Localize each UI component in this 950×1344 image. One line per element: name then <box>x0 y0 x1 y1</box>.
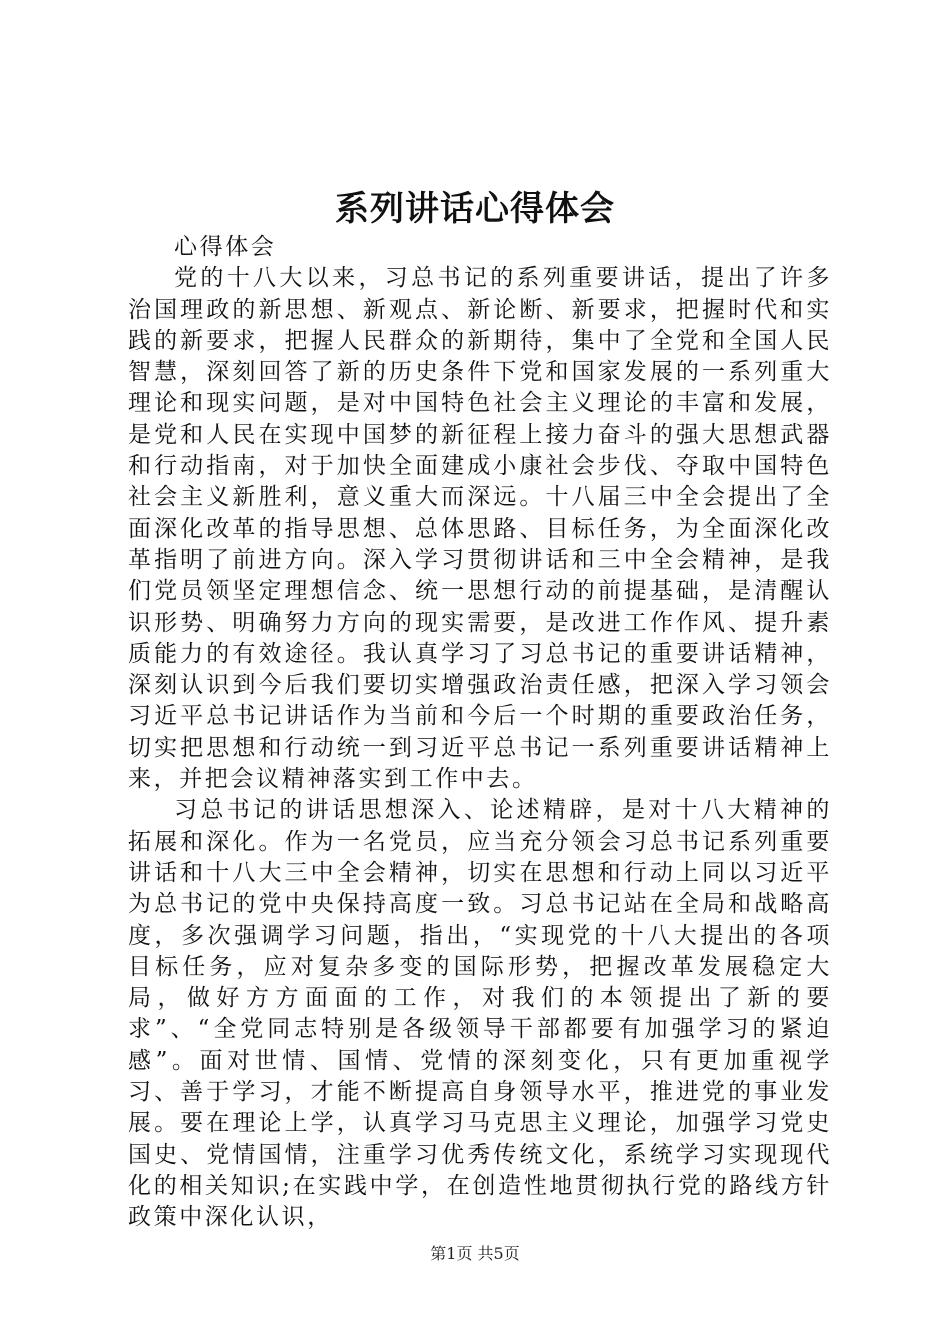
document-title: 系列讲话心得体会 <box>335 189 615 229</box>
paragraph-heading: 心得体会 <box>174 234 277 260</box>
paragraph: 党的十八大以来，习总书记的系列重要讲话，提出了许多治国理政的新思想、新观点、新论断、新要求，把握时代和实践的新要求，把握人民群众的新期待，集中了全党和全国人民智慧，深刻回答了新的历史条件下党和国家发展的一系列重大理论和现实问题，是对中国特色社会主义理论的丰富和发展，是党和人民在实现中国梦的新征程上接力奋斗的强大思想武器和行动指南，对于加快全面建成小康社会步伐、夺取中国特色社会主义新胜利，意义重大而深远。十八届三中全会提出了全面深化改革的指导思想、总体思路、目标任务，为全面深化改革指明了前进方向。深入学习贯彻讲话和三中全会精神，是我们党员领坚定理想信念、统一思想行动的前提基础，是清醒认识形势、明确努力方向的现实需要，是改进工作作风、提升素质能力的有效途径。我认真学习了习总书记的重要讲话精神，深刻认识到今后我们要切实增强政治责任感，把深入学习领会习近平总书记讲话作为当前和今后一个时期的重要政治任务，切实把思想和行动统一到习近平总书记一系列重要讲话精神上来，并把会议精神落实到工作中去。 <box>128 265 832 793</box>
page-number-footer: 第1页 共5页 <box>430 1244 520 1263</box>
document-body <box>128 232 832 1234</box>
paragraph: 习总书记的讲话思想深入、论述精辟，是对十八大精神的拓展和深化。作为一名党员，应当充分领会习总书记系列重要讲话和十八大三中全会精神，切实在思想和行动上同以习近平为总书记的党中央保持高度一致。习总书记站在全局和战略高度，多次强调学习问题，指出，“实现党的十八大提出的各项目标任务，应对复杂多变的国际形势，把握改革发展稳定大局，做好方方面面的工作，对我们的本领提出了新的要求”、“全党同志特别是各级领导干部都要有加强学习的紧迫感”。面对世情、国情、党情的深刻变化，只有更加重视学习、善于学习，才能不断提高自身领导水平，推进党的事业发展。要在理论上学，认真学习马克思主义理论，加强学习党史国史、党情国情，注重学习优秀传统文化，系统学习实现现代化的相关知识;在实践中学，在创造性地贯彻执行党的路线方针政策中深化认识， <box>128 797 832 1231</box>
